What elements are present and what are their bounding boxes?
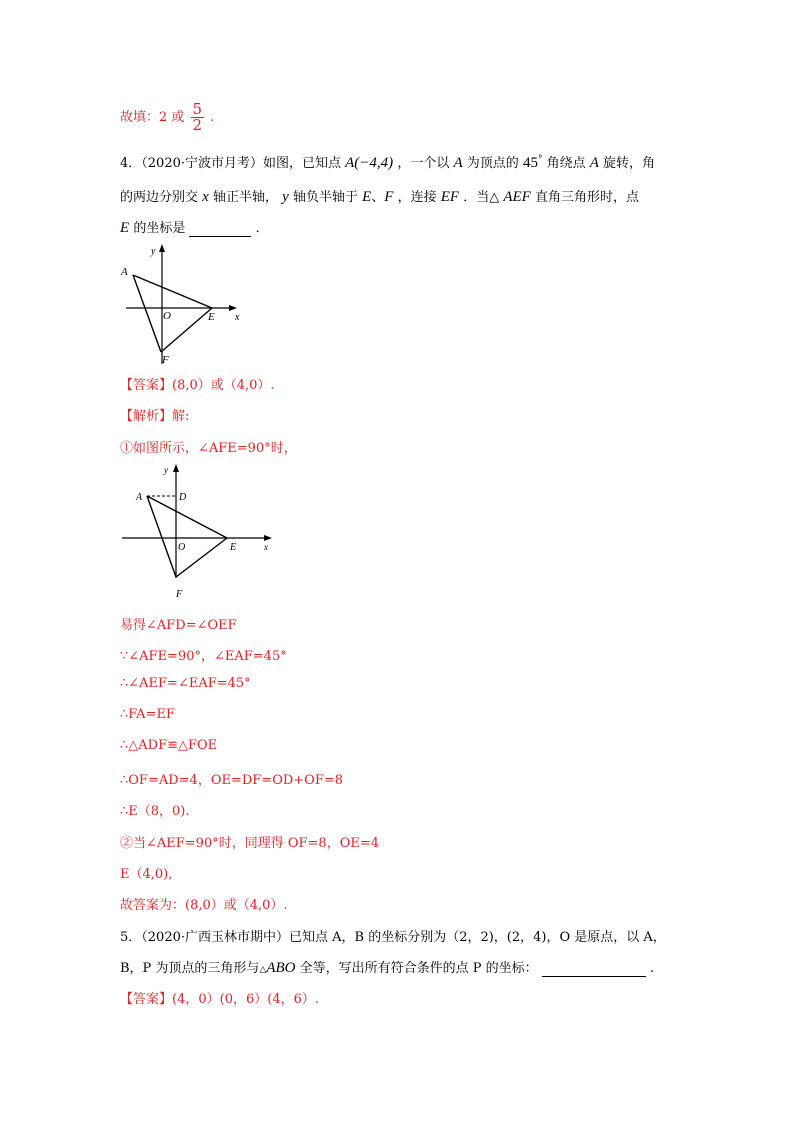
q4-text: ，一个以: [397, 156, 450, 171]
segment-af: [133, 275, 161, 352]
q4-text: 为顶点的: [466, 156, 519, 171]
q4-line1: [120, 152, 655, 172]
answer-label: 【答案】: [120, 992, 173, 1007]
analysis-text: 解:: [172, 409, 190, 424]
answer-text: (8,0）或（4,0）.: [172, 378, 275, 393]
label-f: F: [176, 589, 183, 600]
figure-2: [118, 460, 288, 608]
triangle-symbol: △: [259, 965, 267, 975]
degree-symbol: °: [537, 154, 543, 165]
label-o: O: [163, 310, 171, 322]
solution-line: ∴E（8，0).: [120, 804, 190, 819]
label-a: A: [121, 266, 128, 278]
previous-answer-prefix: 故填：2 或: [120, 110, 185, 125]
q5-text: B，P 为顶点的三角形与: [120, 961, 260, 976]
var-a: A: [453, 155, 463, 171]
answer-text: (4，0）(0，6）(4，6）.: [172, 992, 319, 1007]
segment-af: [147, 496, 176, 577]
x-axis-arrow: [229, 305, 237, 311]
var-e: E: [120, 220, 130, 236]
q5-line2: [120, 957, 654, 977]
q5-text: .: [649, 961, 655, 976]
q4-answer: [120, 374, 275, 393]
solution-line: 易得∠AFD=∠OEF: [120, 618, 237, 633]
analysis-label: 【解析】: [120, 409, 173, 424]
q4-text: 直角三角形时，点: [535, 190, 640, 205]
label-y: y: [164, 465, 168, 475]
var-a: A: [589, 155, 599, 171]
q4-text: 轴负半轴于: [292, 190, 358, 205]
label-a: A: [136, 492, 143, 503]
label-y: y: [151, 246, 156, 257]
solution-line: E（4,0),: [120, 867, 173, 882]
fraction-denominator: 2: [192, 116, 203, 134]
label-x: x: [235, 312, 240, 323]
q5-answer: [120, 988, 319, 1007]
segment-ae: [133, 275, 212, 308]
q4-text: 角绕点: [546, 156, 586, 171]
answer-label: 【答案】: [120, 378, 173, 393]
q4-text: ．当△: [463, 190, 500, 205]
solution-line: ∴∠AEF=∠EAF=45°: [120, 676, 251, 691]
label-d: D: [179, 492, 187, 503]
fraction-numerator: 5: [192, 100, 203, 118]
angle-value: 45: [522, 155, 538, 171]
q4-line3: [120, 217, 269, 237]
var-e: E: [362, 189, 372, 205]
q4-text: 轴正半轴，: [212, 190, 278, 205]
label-f: F: [162, 354, 169, 366]
solution-line: 故答案为：(8,0）或（4,0）.: [120, 898, 288, 913]
y-axis-arrow: [159, 244, 165, 252]
q4-analysis: [120, 405, 189, 424]
y-axis-arrow: [173, 464, 179, 472]
solution-line: ∴FA=EF: [120, 707, 175, 722]
label-x: x: [264, 542, 268, 552]
label-o: O: [178, 542, 186, 553]
solution-line: ∴△ADF≌△FOE: [120, 738, 218, 753]
q4-text: 旋转，角: [603, 156, 656, 171]
x-axis-arrow: [264, 535, 272, 541]
q4-text: 的坐标是: [133, 221, 186, 236]
q4-text: 的两边分别交: [120, 190, 199, 205]
var-aef: AEF: [503, 189, 531, 205]
var-f: F: [384, 189, 394, 205]
solution-line: ②当∠AEF=90°时，同理得 OF=8，OE=4: [120, 836, 380, 851]
previous-answer: [120, 102, 214, 133]
previous-answer-suffix: .: [210, 110, 215, 125]
solution-line: ∵∠AFE=90°，∠EAF=45°: [120, 649, 287, 664]
point-a-coordinate: A(−4,4): [345, 155, 394, 171]
case-1-heading: ①如图所示，∠AFE=90°时，: [120, 441, 297, 456]
q5-line1: 5．（2020·广西玉林市期中）已知点 A，B 的坐标分别为（2，2)，(2，4)，O 是原点，以 A，: [120, 930, 666, 945]
label-e: E: [230, 542, 237, 553]
q4-text: 4．（2020·宁波市月考）如图，已知点: [120, 156, 341, 171]
label-e: E: [208, 311, 215, 323]
q4-text: ．: [255, 221, 269, 236]
answer-blank: [542, 962, 646, 977]
q5-text: 全等，写出所有符合条件的点 P 的坐标：: [299, 961, 538, 976]
var-ef: EF: [440, 189, 460, 205]
q4-text: 、: [371, 190, 385, 205]
var-y: y: [282, 189, 289, 205]
figure-1: [118, 242, 258, 368]
segment-ae: [147, 496, 227, 538]
q4-line2: [120, 186, 639, 206]
q4-text: ，连接: [397, 190, 437, 205]
var-abo: ABO: [266, 960, 296, 976]
var-x: x: [202, 189, 209, 205]
solution-line: ∴OF=AD=4，OE=DF=OD+OF=8: [120, 773, 344, 788]
fraction: [191, 102, 205, 133]
answer-blank: [189, 222, 251, 237]
